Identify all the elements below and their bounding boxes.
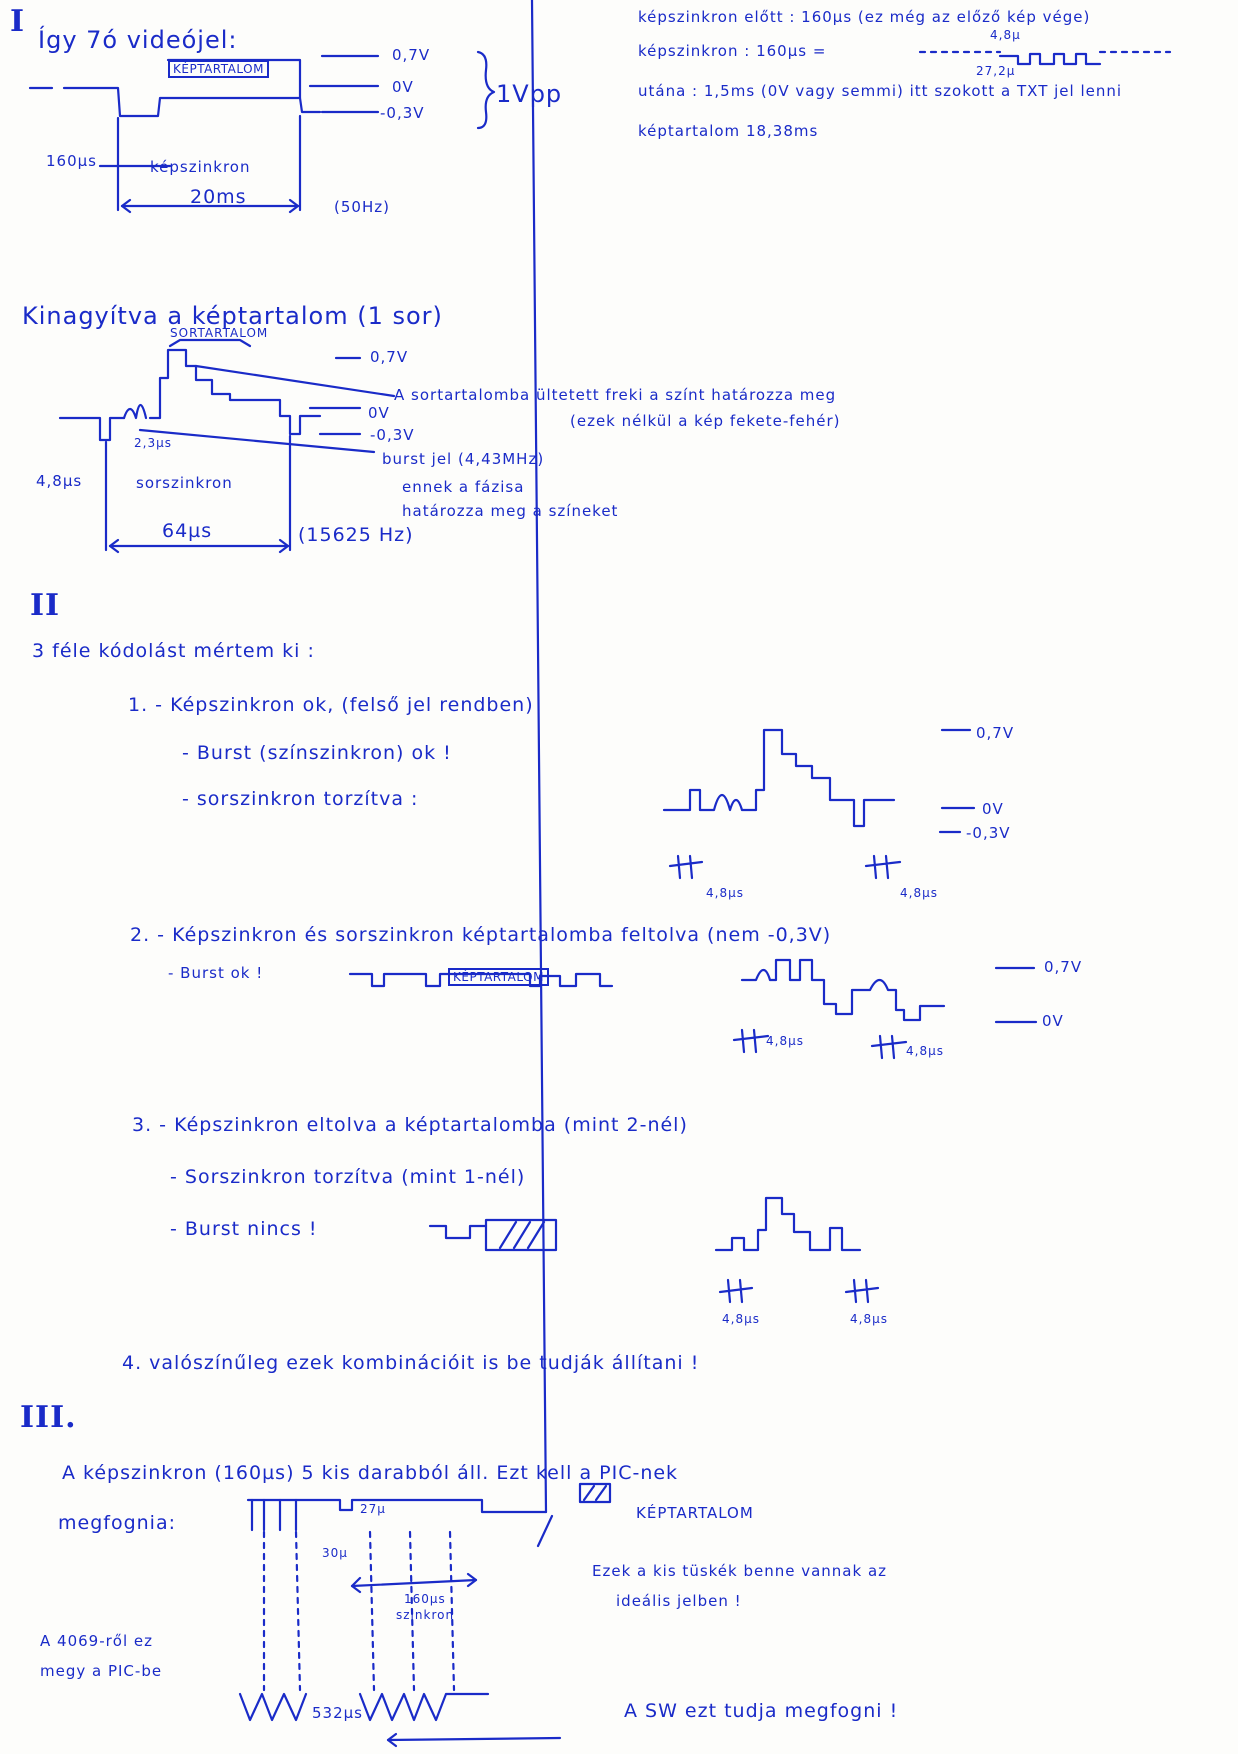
section-iii-line-2: megfognia: <box>58 1512 176 1534</box>
sync-time-label: 160µs <box>46 152 97 170</box>
zoom-note-1: A sortartalomba ültetett freki a színt határozza meg <box>394 386 837 404</box>
zoom-freq: (15625 Hz) <box>298 524 414 546</box>
case3-waveforms <box>430 1198 878 1302</box>
zoom-note-2: (ezek nélkül a kép fekete-fehér) <box>570 412 841 430</box>
zoom-level-m03: -0,3V <box>370 426 415 444</box>
note-small-272: 27,2µ <box>976 64 1016 78</box>
sync-label: képszinkron <box>150 158 251 176</box>
t30-label: 30µ <box>322 1546 348 1560</box>
case1-level-m03: -0,3V <box>966 824 1011 842</box>
level-m03-label: -0,3V <box>380 104 425 122</box>
row-content-label: SORTARTALOM <box>170 326 269 340</box>
case2-t2: 4,8µs <box>906 1044 944 1058</box>
case2-level-0: 0V <box>1042 1012 1064 1030</box>
case3-line-c: - Burst nincs ! <box>170 1218 318 1240</box>
note-small-48: 4,8µ <box>990 28 1021 42</box>
section-iii-content-label: KÉPTARTALOM <box>636 1504 754 1522</box>
zoom-title: Kinagyítva a képtartalom (1 sor) <box>22 302 443 330</box>
case3-t1: 4,8µs <box>722 1312 760 1326</box>
section-iii-numeral: III. <box>20 1400 77 1435</box>
case3-t2: 4,8µs <box>850 1312 888 1326</box>
case3-line-a: 3. - Képszinkron eltolva a képtartalomba (mint 2-nél) <box>132 1114 688 1136</box>
case2-level-07: 0,7V <box>1044 958 1083 976</box>
content-box-label: KÉPTARTALOM <box>168 60 269 78</box>
section-ii-numeral: II <box>30 588 61 623</box>
case2-waveforms <box>350 960 1036 1058</box>
zoom-sync-label: sorszinkron <box>136 474 233 492</box>
case1-line-a: 1. - Képszinkron ok, (felső jel rendben) <box>128 694 534 716</box>
case2-line-b: - Burst ok ! <box>168 964 264 982</box>
line-waveform <box>60 340 394 552</box>
freq-label: (50Hz) <box>334 198 390 216</box>
t160-sub-label: szinkron <box>396 1608 455 1622</box>
zoom-note-3: burst jel (4,43MHz) <box>382 450 545 468</box>
from-4069-b: megy a PIC-be <box>40 1662 163 1680</box>
section-i-title: Így 7ó videójel: <box>38 26 238 54</box>
period-label: 20ms <box>190 186 247 208</box>
section-iii-line-1: A képszinkron (160µs) 5 kis darabból áll. Ezt kell a PIC-nek <box>62 1462 679 1484</box>
spikes-note-1: Ezek a kis tüskék benne vannak az <box>592 1562 888 1580</box>
case2-content-box: KÉPTARTALOM <box>448 968 549 986</box>
video-signal-waveform <box>30 52 494 212</box>
case2-t1: 4,8µs <box>766 1034 804 1048</box>
case1-waveform <box>664 730 974 878</box>
vpp-label: 1Vpp <box>496 80 563 108</box>
case4-line: 4. valószínűleg ezek kombinációit is be tudják állítani ! <box>122 1352 700 1374</box>
zoom-sync-time: 4,8µs <box>36 472 83 490</box>
sw-note: A SW ezt tudja megfogni ! <box>624 1700 899 1722</box>
level-07-label: 0,7V <box>392 46 431 64</box>
zoom-note-5: határozza meg a színeket <box>402 502 619 520</box>
zoom-note-4: ennek a fázisa <box>402 478 525 496</box>
case1-t1: 4,8µs <box>706 886 744 900</box>
zoom-period: 64µs <box>162 520 213 542</box>
zoom-level-07: 0,7V <box>370 348 409 366</box>
spikes-note-2: ideális jelben ! <box>616 1592 742 1610</box>
case1-line-c: - sorszinkron torzítva : <box>182 788 419 810</box>
t160-label: 160µs <box>404 1592 446 1606</box>
section-ii-intro: 3 féle kódolást mértem ki : <box>32 640 315 662</box>
note-line-2: képszinkron : 160µs = <box>638 42 827 60</box>
section-iii-waveforms <box>240 0 610 1746</box>
case1-level-07: 0,7V <box>976 724 1015 742</box>
burst-time-label: 2,3µs <box>134 436 172 450</box>
level-0-label: 0V <box>392 78 414 96</box>
note-line-4: képtartalom 18,38ms <box>638 122 819 140</box>
case3-line-b: - Sorszinkron torzítva (mint 1-nél) <box>170 1166 526 1188</box>
t532-label: 532µs <box>312 1704 363 1722</box>
case2-line-a: 2. - Képszinkron és sorszinkron képtartalomba feltolva (nem -0,3V) <box>130 924 832 946</box>
section-i-numeral: I <box>10 4 26 39</box>
sync-pulse-sketch <box>920 52 1170 64</box>
case1-level-0: 0V <box>982 800 1004 818</box>
case1-line-b: - Burst (színszinkron) ok ! <box>182 742 452 764</box>
from-4069-a: A 4069-ről ez <box>40 1632 153 1650</box>
zoom-level-0: 0V <box>368 404 390 422</box>
t27-label: 27µ <box>360 1502 386 1516</box>
note-line-3: utána : 1,5ms (0V vagy semmi) itt szokott a TXT jel lenni <box>638 82 1123 100</box>
note-line-1: képszinkron előtt : 160µs (ez még az előző kép vége) <box>638 8 1091 26</box>
case1-t2: 4,8µs <box>900 886 938 900</box>
